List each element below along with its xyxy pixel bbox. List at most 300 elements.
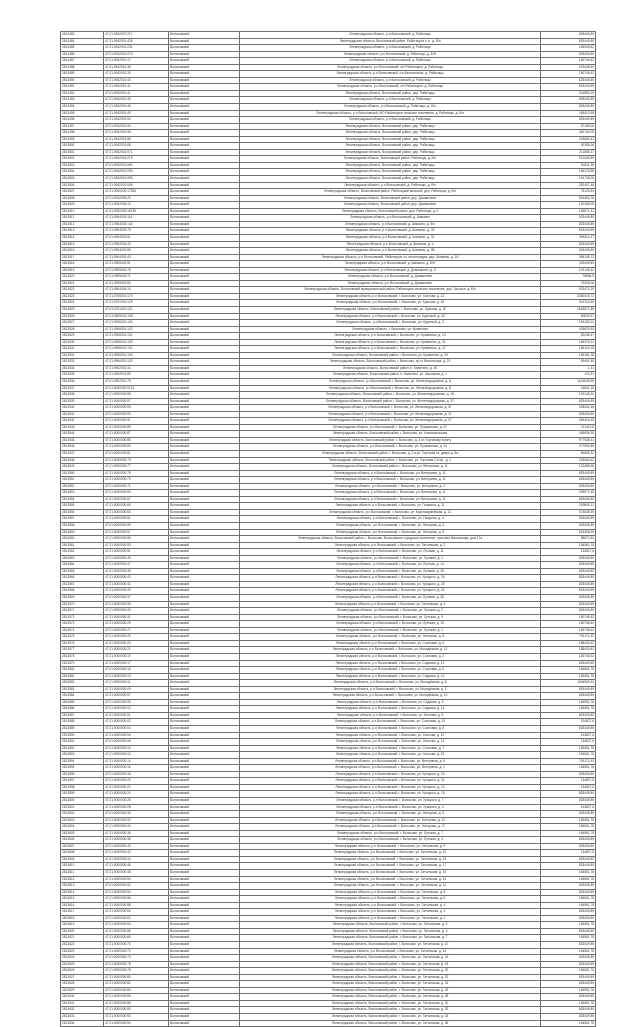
address-cell: Ленинградская область, р-н Волосовский, г. Волосово, ул. Урицкого, д. 7 [240, 797, 541, 804]
address-cell: Ленинградская область, р-н Волосовский, г. Волосово, ул. Сосновая, д. 6 [240, 640, 541, 647]
cadastral-number-cell: 47:21:0000000:08 [104, 739, 169, 746]
address-cell: Ленинградская область, р-н Волосовский, д. Рабитицы [240, 97, 541, 104]
record-id-cell: 2813521 [61, 280, 104, 287]
district-cell: Волосовский [169, 968, 240, 975]
address-cell: Ленинградская область, р-н Волосовский, д. Рабитицы [240, 32, 541, 39]
amount-cell: 825449,89 [541, 981, 596, 988]
district-cell: Волосовский [169, 123, 240, 130]
district-cell: Волосовский [169, 850, 240, 857]
address-cell: Ленинградская область, р-н Волосовский, г. Волосово, ул. Лутская, д. 19 [240, 621, 541, 628]
district-cell: Волосовский [169, 621, 240, 628]
district-cell: Волосовский [169, 791, 240, 798]
record-id-cell: 2813631 [61, 1000, 104, 1007]
district-cell: Волосовский [169, 104, 240, 111]
address-cell: Ленинградская область, Волосовский район, дер. Домашнево [240, 195, 541, 202]
district-cell: Волосовский [169, 234, 240, 241]
record-id-cell: 2813536 [61, 378, 104, 385]
address-cell: Ленинградская область, Волосовский район, г. Волосово, ул. Гатчинская, д. 10 [240, 942, 541, 949]
address-cell: Ленинградская область, р-н Волосовский, д. Рабитицы, д. Б/н [240, 104, 541, 111]
address-cell: Ленинградская область, р-н Волосовский, д. Шапкино, д. 33 [240, 228, 541, 235]
address-cell: Ленинградская область, Волосовский район, дер. Рабитицы, д. 5 [240, 208, 541, 215]
record-id-cell: 2813542 [61, 418, 104, 425]
record-id-cell: 2813572 [61, 614, 104, 621]
amount-cell: 184561,78 [541, 968, 596, 975]
cadastral-number-cell: 47:21:0905002:71 [104, 274, 169, 281]
address-cell: Ленинградская область, Волосовский район, г. Волосово, ул. Гатчинская, д. 3 [240, 928, 541, 935]
district-cell: Волосовский [169, 189, 240, 196]
cadastral-number-cell: 47:21:0701001:121 [104, 306, 169, 313]
cadastral-number-cell: 47:21:0000000:41 [104, 581, 169, 588]
amount-cell: 2618571,85 [541, 306, 596, 313]
district-cell: Волосовский [169, 274, 240, 281]
record-id-cell: 2813551 [61, 477, 104, 484]
address-cell: Ленинградская область, р-н Волосовский, д. Шапкино, д. 98 [240, 248, 541, 255]
record-id-cell: 2813612 [61, 876, 104, 883]
cadastral-number-cell: 47:21:0000000:17283 [104, 189, 169, 196]
cadastral-number-cell: 47:21:0000000:71 [104, 483, 169, 490]
address-cell: Ленинградская область, р-н Волосовский, г. Волосово, ул. Кравченко, д. 47 [240, 346, 541, 353]
amount-cell: 825449,89 [541, 608, 596, 615]
district-cell: Волосовский [169, 405, 240, 412]
amount-cell: 78808,9 [541, 274, 596, 281]
amount-cell: 181738,05 [541, 176, 596, 183]
address-cell: Ленинградская область, р-н Волосовский, г. Волосово, ул. Садовая, д. 10 [240, 673, 541, 680]
cadastral-number-cell: 47:21:0905002:91 [104, 261, 169, 268]
address-cell: Ленинградская область, р-н Волосовский, д. Шапкино, д. Б/Н [240, 261, 541, 268]
record-id-cell: 2813615 [61, 896, 104, 903]
district-cell: Волосовский [169, 424, 240, 431]
cadastral-number-cell: 47:21:0000000:88 [104, 1000, 169, 1007]
address-cell: Ленинградская область, Волосовский район, г. Волосово, ул. Гатчинская, д. 7 [240, 935, 541, 942]
cadastral-number-cell: 47:21:0000000:51 [104, 549, 169, 556]
amount-cell: 825449,89 [541, 1014, 596, 1021]
record-id-cell: 2813570 [61, 601, 104, 608]
district-cell: Волосовский [169, 117, 240, 124]
record-id-cell: 2813547 [61, 451, 104, 458]
record-id-cell: 2813552 [61, 483, 104, 490]
record-id-cell: 2813527 [61, 320, 104, 327]
cadastral-number-cell: 47:21:0942001:231 [104, 45, 169, 52]
amount-cell: 134827,6 [541, 719, 596, 726]
district-cell: Волосовский [169, 680, 240, 687]
amount-cell: 134827,6 [541, 784, 596, 791]
amount-cell: 825449,89 [541, 1007, 596, 1014]
address-cell: Ленинградская область, р-н Волосовский, г. Волосово, ул. Крупской, д. 32 [240, 313, 541, 320]
amount-cell: 825449,89 [541, 883, 596, 890]
amount-cell: 184561,78 [541, 902, 596, 909]
address-cell: Ленинградская область, Волосовский район, г. Волосово, ул. Железнодорожная, д. 37 [240, 398, 541, 405]
district-cell: Волосовский [169, 817, 240, 824]
cadastral-number-cell: 47:21:0000000:07 [104, 693, 169, 700]
address-cell: Ленинградская область, р-н Волосовский, д. Домашнево, д. 5 [240, 267, 541, 274]
record-id-cell: 2813592 [61, 745, 104, 752]
district-cell: Волосовский [169, 981, 240, 988]
cadastral-number-cell: 47:21:0942001:41 [104, 90, 169, 97]
record-id-cell: 2813558 [61, 523, 104, 530]
amount-cell: 75128,53 [541, 189, 596, 196]
cadastral-number-cell: 47:21:0000000:02 [104, 719, 169, 726]
amount-cell: 791171,92 [541, 758, 596, 765]
cadastral-number-cell: 47:21:0000000:97 [104, 398, 169, 405]
cadastral-number-cell: 47:21:0942001:38 [104, 64, 169, 71]
amount-cell: 2280318,72 [541, 293, 596, 300]
cadastral-number-cell: 47:21:0000000:45 [104, 568, 169, 575]
district-cell: Волосовский [169, 464, 240, 471]
cadastral-number-cell: 47:21:0000000:85 [104, 437, 169, 444]
cadastral-number-cell: 47:21:0000000:52 [104, 883, 169, 890]
address-cell: Ленинградская область, р-н Волосовский, г. Волосово, ул. Урицкого, д. 22 [240, 771, 541, 778]
district-cell: Волосовский [169, 634, 240, 641]
amount-cell: 180746,62 [541, 614, 596, 621]
record-id-cell: 2813543 [61, 424, 104, 431]
record-id-cell: 2813633 [61, 1014, 104, 1021]
district-cell: Волосовский [169, 352, 240, 359]
address-cell: Ленинградская область, Волосовский район, п. Калитино, ул. Школьная, д. 1 [240, 372, 541, 379]
amount-cell: 184561,78 [541, 817, 596, 824]
cadastral-number-cell: 47:21:0906001:102 [104, 326, 169, 333]
record-id-cell: 2813629 [61, 987, 104, 994]
district-cell: Волосовский [169, 987, 240, 994]
address-cell: Ленинградская область, Волосовский район, г. Волосово, ул. Торговая 2-й пр., д. 1 [240, 457, 541, 464]
record-id-cell: 2813588 [61, 719, 104, 726]
record-id-cell: 2813571 [61, 608, 104, 615]
amount-cell: 983416,45 [541, 418, 596, 425]
cadastral-number-cell: 47:21:0942007:217 [104, 32, 169, 39]
address-cell: Ленинградская область, р-н Волосовский, г. Волосово, ул. Нагорная, д. 9 [240, 529, 541, 536]
address-cell: Ленинградская область, Волосовский район, г. Волосово, ул. Гатчинская, д. 26 [240, 987, 541, 994]
record-id-cell: 2813585 [61, 699, 104, 706]
cadastral-number-cell: 47:21:0000000:79 [104, 457, 169, 464]
cadastral-number-cell: 47:21:0904003:144 [104, 221, 169, 228]
record-id-cell: 2813532 [61, 352, 104, 359]
address-cell: Ленинградская область, р-н Волосовский, д. Шапкино, д. 32 [240, 234, 541, 241]
cadastral-number-cell: 47:21:0000000:82 [104, 981, 169, 988]
address-cell: Ленинградская область, р-н Волосовский, г. Волосово, ул. Гагарина, д. 4 [240, 516, 541, 523]
record-id-cell: 2813508 [61, 195, 104, 202]
district-cell: Волосовский [169, 71, 240, 78]
district-cell: Волосовский [169, 392, 240, 399]
district-cell: Волосовский [169, 863, 240, 870]
cadastral-number-cell: 47:21:0942005:20 [104, 195, 169, 202]
amount-cell: 825449,89 [541, 686, 596, 693]
record-id-cell: 2813491 [61, 84, 104, 91]
amount-cell: 50448,47 [541, 333, 596, 340]
district-cell: Волосовский [169, 732, 240, 739]
address-cell: Ленинградская область, р-н Волосовский, г. Волосово, ул. Сосновая, д. 7 [240, 745, 541, 752]
cadastral-number-cell: 47:21:0000000:24 [104, 791, 169, 798]
record-id-cell: 2813530 [61, 339, 104, 346]
address-cell: Ленинградская область, р-н Волосовский, г. Волосово, ул. Урицкого, д. 26 [240, 581, 541, 588]
district-cell: Волосовский [169, 961, 240, 968]
district-cell: Волосовский [169, 418, 240, 425]
record-id-cell: 2813492 [61, 90, 104, 97]
amount-cell: 1604969,43 [541, 680, 596, 687]
cadastral-number-cell: 47:21:0902001:75 [104, 378, 169, 385]
address-cell: Ленинградская область, р-н Волосовский, г. Волосово, ул. Ветеранов, д. 11 [240, 477, 541, 484]
district-cell: Волосовский [169, 955, 240, 962]
record-id-cell: 2813559 [61, 529, 104, 536]
amount-cell: 825449,89 [541, 77, 596, 84]
record-id-cell: 2813531 [61, 346, 104, 353]
district-cell: Волосовский [169, 372, 240, 379]
amount-cell: 156181,28 [541, 352, 596, 359]
cadastral-number-cell: 47:21:0942001:095 [104, 176, 169, 183]
amount-cell: 1,41 [541, 365, 596, 372]
address-cell: Ленинградская область, Волосовский район, дер. Рабитицы [240, 176, 541, 183]
record-id-cell: 2813520 [61, 274, 104, 281]
address-cell: Ленинградская область, р-н Волосовский, д. Домашнево [240, 274, 541, 281]
address-cell: Ленинградская область, р-н Волосовский, г. Волосово, ул. Сосновая, д. 2 [240, 653, 541, 660]
address-cell: Ленинградская область, р-н Волосовский, г. Волосово, ул. Гатчинская, д. 12 [240, 850, 541, 857]
district-cell: Волосовский [169, 725, 240, 732]
district-cell: Волосовский [169, 1007, 240, 1014]
district-cell: Волосовский [169, 457, 240, 464]
address-cell: Ленинградская область, р-н Волосовский, г. Волосово, ул. Гатчинская, д. 2 [240, 909, 541, 916]
amount-cell: 825449,89 [541, 97, 596, 104]
district-cell: Волосовский [169, 149, 240, 156]
amount-cell: 184561,78 [541, 896, 596, 903]
cadastral-number-cell: 47:21:0000000:91 [104, 418, 169, 425]
amount-cell: 184561,78 [541, 922, 596, 929]
district-cell: Волосовский [169, 542, 240, 549]
record-id-cell: 2813614 [61, 889, 104, 896]
address-cell: Ленинградская область, Волосовский район, дер. Рабитицы [240, 136, 541, 143]
cadastral-number-cell: 47:21:0942001:40 [104, 77, 169, 84]
cadastral-number-cell: 47:21:0000000:86 [104, 994, 169, 1001]
address-cell: Ленинградская область, Волосовский район, г. Волосово, ул. Красная, д. 20 [240, 306, 541, 313]
address-cell: Ленинградская область, р-н Волосовский, г. Волосово, ул. Урицкого, д. 26 [240, 575, 541, 582]
amount-cell: 79318,06 [541, 280, 596, 287]
address-cell: Ленинградская область, р-н Волосовский, г. Волосово, ул. Крупской, д. 3 [240, 320, 541, 327]
address-cell: Ленинградская область, р-н Волосовский, г. Волосово, ул. Нагорная, д. 17 [240, 824, 541, 831]
amount-cell: 184561,78 [541, 935, 596, 942]
address-cell: Ленинградская область, р-н Волосовский, г. Волосово, ул. Сосновая, д. 10 [240, 719, 541, 726]
cadastral-number-cell: 47:21:0000000:47 [104, 562, 169, 569]
district-cell: Волосовский [169, 928, 240, 935]
amount-cell: 312449,89 [541, 156, 596, 163]
address-cell: Ленинградская область, Волосовский район, г. Волосово, ул. Гатчинская, д. 5 [240, 922, 541, 929]
cadastral-number-cell: 47:21:0942001:17 [104, 58, 169, 65]
amount-cell: 575471,29 [541, 287, 596, 294]
district-cell: Волосовский [169, 254, 240, 261]
district-cell: Волосовский [169, 588, 240, 595]
address-cell: Ленинградская область, р-н Волосовский, д. Рабитицы [240, 58, 541, 65]
address-cell: Ленинградская область, р-н Волосовский, г. Волосово, ул. Кравченко, д. 41 [240, 339, 541, 346]
cadastral-number-cell: 47:21:0000000:93 [104, 411, 169, 418]
cadastral-number-cell: 47:21:0000000:12 [104, 752, 169, 759]
address-cell: Ленинградская область, р-н Волосовский, д. Шапкино [240, 215, 541, 222]
address-cell: Ленинградская область, р-н Волосовский, г. Волосово, ул. Пушкинская, д. 14 [240, 444, 541, 451]
district-cell: Волосовский [169, 745, 240, 752]
cadastral-number-cell: 47:21:0942001:426 [104, 38, 169, 45]
amount-cell: 211658,37 [541, 149, 596, 156]
cadastral-number-cell: 47:21:0906001:109 [104, 339, 169, 346]
address-cell: Ленинградская область, р-н Волосовский, г. Волосово, ул. Лутская, д. 4 [240, 837, 541, 844]
cadastral-number-cell: 47:21:0906001:103 [104, 352, 169, 359]
cadastral-number-cell: 47:21:0000000:38 [104, 837, 169, 844]
record-id-cell: 2813501 [61, 149, 104, 156]
district-cell: Волосовский [169, 451, 240, 458]
address-cell: Ленинградская область, р-н Волосовский, г. Волосово, ул. Хохлова, д. 11 [240, 739, 541, 746]
cadastral-number-cell: 47:21:0000000:22 [104, 784, 169, 791]
record-id-cell: 2813562 [61, 549, 104, 556]
cadastral-number-cell: 47:21:0000000:16 [104, 765, 169, 772]
record-id-cell: 2813575 [61, 634, 104, 641]
district-cell: Волосовский [169, 202, 240, 209]
amount-cell: 100185,06 [541, 202, 596, 209]
address-cell: Ленинградская область, р-н Волосовский, г. Волосово, ул. Луговая, д. 11 [240, 549, 541, 556]
amount-cell: 825449,89 [541, 712, 596, 719]
record-id-cell: 2813579 [61, 660, 104, 667]
address-cell: Ленинградская область, Волосовский район, г. Волосово, ул. Ветеранов, д. 11 [240, 464, 541, 471]
record-id-cell: 2813548 [61, 457, 104, 464]
address-cell: Ленинградская область, р-н Волосовский, г. Волосово, ул. Ветеранов, д. 11 [240, 470, 541, 477]
amount-cell: 825449,89 [541, 241, 596, 248]
district-cell: Волосовский [169, 437, 240, 444]
cadastral-number-cell: 47:21:0000000:57 [104, 529, 169, 536]
district-cell: Волосовский [169, 503, 240, 510]
address-cell: Ленинградская область, р-н Волосовский, г. Волосово, ул. Железнодорожная, д. 37 [240, 411, 541, 418]
address-cell: Ленинградская область, р-н Волосовский, г. Волосово, ул. Садовая, д. 12 [240, 660, 541, 667]
cadastral-number-cell: 47:21:0000000:04 [104, 725, 169, 732]
record-id-cell: 2813526 [61, 313, 104, 320]
amount-cell: 180746,62 [541, 627, 596, 634]
address-cell: Ленинградская область, р-н Волосовский, г. Волосово, ул. Ветеранов, д. 2 [240, 483, 541, 490]
district-cell: Волосовский [169, 974, 240, 981]
district-cell: Волосовский [169, 667, 240, 674]
cadastral-number-cell: 47:21:0942005:10 [104, 202, 169, 209]
cadastral-number-cell: 47:21:0000000:84 [104, 987, 169, 994]
district-cell: Волосовский [169, 948, 240, 955]
cadastral-number-cell: 47:21:0000000:37 [104, 595, 169, 602]
district-cell: Волосовский [169, 287, 240, 294]
record-id-cell: 2813567 [61, 581, 104, 588]
address-cell: Ленинградская область, Волосовский район, г. Волосово, ул. Гатчинская, д. 28 [240, 994, 541, 1001]
record-id-cell: 2813587 [61, 712, 104, 719]
cadastral-number-cell: 47:21:0000000:32 [104, 817, 169, 824]
district-cell: Волосовский [169, 176, 240, 183]
address-cell: Ленинградская область, р-н Волосовский, г. Волосово, ул. Нагорная, д. 4 [240, 523, 541, 530]
record-id-cell: 2813611 [61, 870, 104, 877]
amount-cell: 185120,18 [541, 346, 596, 353]
record-id-cell: 2813568 [61, 588, 104, 595]
cadastral-number-cell: 47:21:0902001:89 [104, 372, 169, 379]
amount-cell: 616408,99 [541, 529, 596, 536]
cadastral-number-cell: 47:21:0942001:46 [104, 104, 169, 111]
cadastral-number-cell: 47:21:0000000:25 [104, 634, 169, 641]
cadastral-number-cell: 47:21:0000000:63 [104, 509, 169, 516]
district-cell: Волосовский [169, 333, 240, 340]
record-id-cell: 2813607 [61, 843, 104, 850]
record-id-cell: 2813603 [61, 817, 104, 824]
cadastral-number-cell: 47:21:0000000:69 [104, 490, 169, 497]
cadastral-number-cell: 47:21:0906001:132 [104, 346, 169, 353]
cadastral-number-cell: 47:21:0000000:89 [104, 424, 169, 431]
record-id-cell: 2813566 [61, 575, 104, 582]
cadastral-number-cell: 47:21:0509001:108 [104, 313, 169, 320]
amount-cell: 99401,55 [541, 359, 596, 366]
amount-cell: 102148,32 [541, 267, 596, 274]
cadastral-number-cell: 47:21:0000000:13 [104, 673, 169, 680]
record-id-cell: 2813623 [61, 948, 104, 955]
district-cell: Волосовский [169, 922, 240, 929]
amount-cell: 825449,89 [541, 228, 596, 235]
cadastral-number-cell: 47:21:0000000:48 [104, 870, 169, 877]
cadastral-number-cell: 47:21:0000000:09 [104, 686, 169, 693]
address-cell: Ленинградская область, Волосовский район, г. Волосово, ул. Гатчинская, д. 36 [240, 1020, 541, 1027]
address-cell: Ленинградская область, р-н Волосовский, г. Волосово, ул. Железнодорожная, д. 47 [240, 418, 541, 425]
district-cell: Волосовский [169, 313, 240, 320]
record-id-cell: 2813510 [61, 208, 104, 215]
address-cell: Ленинградская область, р-н Волосовский, г. Волосово, ул. Сосновая, д. 6 [240, 667, 541, 674]
table-row [61, 1020, 596, 1027]
district-cell: Волосовский [169, 942, 240, 949]
record-id-cell: 2813538 [61, 392, 104, 399]
district-cell: Волосовский [169, 516, 240, 523]
amount-cell: 188110,58 [541, 110, 596, 117]
registry-table-sheet [60, 31, 594, 1027]
amount-cell: 15641,18 [541, 385, 596, 392]
record-id-cell: 2813555 [61, 503, 104, 510]
amount-cell: 825449,89 [541, 928, 596, 935]
amount-cell: 825449,89 [541, 588, 596, 595]
cadastral-number-cell: 47:21:0000000:49 [104, 555, 169, 562]
address-cell: Ленинградская область, р-н Волосовский, д. Рабитицы [240, 77, 541, 84]
address-cell: Ленинградская область, р-н Волосовский, г. Волосово, ул. Молодёжная, д. 8 [240, 680, 541, 687]
address-cell: Ленинградская область, р-н Волосовский, г. Волосово, ул. Лутская, д. 2 [240, 608, 541, 615]
record-id-cell: 2813610 [61, 863, 104, 870]
district-cell: Волосовский [169, 477, 240, 484]
district-cell: Волосовский [169, 902, 240, 909]
amount-cell: 156178,88 [541, 169, 596, 176]
district-cell: Волосовский [169, 267, 240, 274]
address-cell: Ленинградская область, Волосовский район, г. Волосово, ул. Гатчинская, д. 30 [240, 1000, 541, 1007]
district-cell: Волосовский [169, 581, 240, 588]
district-cell: Волосовский [169, 470, 240, 477]
record-id-cell: 2813584 [61, 693, 104, 700]
district-cell: Волосовский [169, 686, 240, 693]
record-id-cell: 2813622 [61, 942, 104, 949]
district-cell: Волосовский [169, 876, 240, 883]
address-cell: Ленинградская область, Волосовский район, дер. Рабитицы [240, 149, 541, 156]
amount-cell: 85872,53 [541, 536, 596, 543]
cadastral-number-cell: 47:21:0705001:170 [104, 293, 169, 300]
amount-cell: 825449,89 [541, 516, 596, 523]
address-cell: Ленинградская область, р-н Волосовский, г. Волосово, ул. Луговая, д. 25 [240, 568, 541, 575]
record-id-cell: 2813496 [61, 117, 104, 124]
amount-cell: 825449,89 [541, 496, 596, 503]
amount-cell: 825449,89 [541, 791, 596, 798]
amount-cell: 825449,89 [541, 837, 596, 844]
amount-cell: 184871,31 [541, 208, 596, 215]
address-cell: Ленинградская область, р-н Волосовский, г. Волосово, ул. Ветеранов, д. 6 [240, 758, 541, 765]
cadastral-number-cell: 47:21:0000000:87 [104, 431, 169, 438]
cadastral-number-cell: 47:21:0000000:43 [104, 575, 169, 582]
amount-cell: 825449,89 [541, 601, 596, 608]
amount-cell: 825449,89 [541, 84, 596, 91]
address-cell: Ленинградская область, р-н Волосовский, д. Рабитицы [240, 45, 541, 52]
address-cell: Ленинградская область, р-н Волосовский, г. Волосово, ул. Гатчинская, д. 14 [240, 948, 541, 955]
amount-cell: 825449,89 [541, 811, 596, 818]
cadastral-number-cell: 47:21:0000000:50 [104, 876, 169, 883]
record-id-cell: 2813509 [61, 202, 104, 209]
district-cell: Волосовский [169, 97, 240, 104]
district-cell: Волосовский [169, 77, 240, 84]
amount-cell: 825449,89 [541, 477, 596, 484]
amount-cell: 423448,69 [541, 64, 596, 71]
address-cell: Ленинградская область, Волосовский район, г. Волосово, пр-кт Вингиссара, д. 23 [240, 359, 541, 366]
address-cell: Ленинградская область, р-н Волосовский, г. Волосово, ул. Садовая, д. 14 [240, 706, 541, 713]
